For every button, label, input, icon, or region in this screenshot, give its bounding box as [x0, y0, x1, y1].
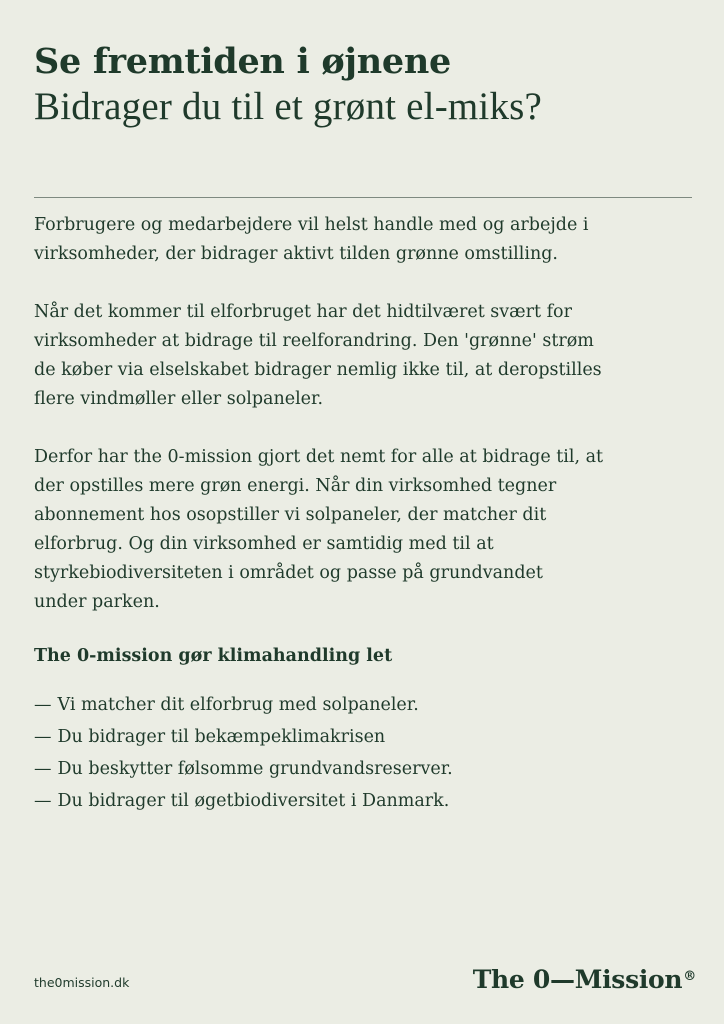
list-item [34, 753, 453, 785]
dash-bullet: — [34, 727, 52, 747]
list-item-text: Du bidrager til bekæmpeklimakrisen [57, 727, 386, 747]
body-paragraph: Når det kommer til elforbruget har det hidtilværet svært for virksomheder at bidrage til reelforandring. Den 'grønne' strøm de køber via elselskabet bidrager nemlig ikke til, at deropstilles flere vindmøller eller solpaneler. [34, 302, 602, 409]
list-item-text: Du bidrager til øgetbiodiversitet i Danmark. [57, 791, 450, 811]
body-paragraph: Forbrugere og medarbejdere vil helst handle med og arbejde i virksomheder, der bidrager aktivt tilden grønne omstilling. [34, 215, 589, 264]
page-subtitle: Bidrager du til et grønt el-miks? [34, 85, 543, 128]
header-divider [34, 197, 692, 198]
registered-mark: ® [683, 969, 696, 984]
list-item-text: Du beskytter følsomme grundvandsreserver. [57, 759, 453, 779]
list-item [34, 785, 453, 817]
body-text [34, 211, 694, 646]
body-paragraph: Derfor har the 0-mission gjort det nemt for alle at bidrage til, at der opstilles mere grøn energi. Når din virksomhed tegner abonnement hos osopstiller vi solpaneler, der matcher dit elforbrug. Og din virksomhed er samtidig med til at styrkebiodiversiteten i området og passe på grundvandet under parken. [34, 447, 604, 612]
page-title: Se fremtiden i øjnene [34, 41, 451, 82]
benefits-heading: The 0-mission gør klimahandling let [34, 646, 393, 666]
dash-bullet: — [34, 695, 52, 715]
list-item [34, 721, 453, 753]
website-url: the0mission.dk [34, 975, 130, 990]
list-item [34, 689, 453, 721]
list-item-text: Vi matcher dit elforbrug med solpaneler. [57, 695, 419, 715]
dash-bullet: — [34, 791, 52, 811]
brand-logo [473, 962, 696, 998]
dash-bullet: — [34, 759, 52, 779]
benefits-list [34, 689, 453, 817]
logo-text: The 0—Mission [472, 965, 683, 994]
